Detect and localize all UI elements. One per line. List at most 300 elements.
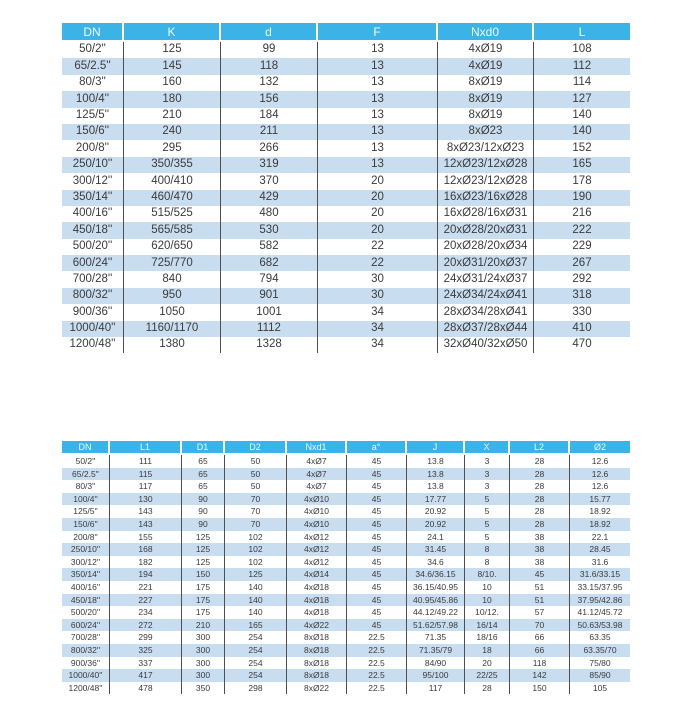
table-cell: 30 (318, 271, 438, 287)
table-row (62, 337, 630, 353)
table-cell: 45 (347, 518, 407, 531)
table-cell: 10/12. (465, 606, 510, 619)
table-row (62, 75, 630, 91)
table-cell: 318 (534, 288, 630, 304)
table-cell: 150/6'' (62, 518, 110, 531)
table-cell: 71.35/79 (407, 644, 465, 657)
table-row (62, 682, 630, 695)
table-row (62, 288, 630, 304)
table-cell: 20 (318, 190, 438, 206)
table-cell: 4xØ19 (438, 42, 534, 58)
table-cell: 117 (407, 682, 465, 695)
flange-spec-table-top (62, 23, 630, 353)
table-cell: 117 (110, 480, 182, 493)
table-cell: 1328 (221, 337, 318, 353)
table-cell: 140 (225, 594, 287, 607)
table-cell: 20.92 (407, 505, 465, 518)
table-cell: 410 (534, 321, 630, 337)
table-cell: 460/470 (124, 190, 221, 206)
table-cell: 28 (510, 468, 570, 481)
table-cell: 450/18'' (62, 594, 110, 607)
column-header: Nxd0 (438, 23, 534, 42)
table-row (62, 321, 630, 337)
table-cell: 50 (225, 468, 287, 481)
table-cell: 330 (572, 305, 592, 318)
table-cell: 143 (110, 505, 182, 518)
table-cell: 4xØ10 (287, 518, 347, 531)
table-cell: 16xØ28/16xØ31 (438, 206, 534, 222)
table-cell: 155 (110, 531, 182, 544)
table-cell: 22.5 (347, 644, 407, 657)
table-cell: 45 (347, 505, 407, 518)
table-cell: 794 (221, 271, 318, 287)
table-cell: 3 (465, 480, 510, 493)
table-cell: 143 (110, 518, 182, 531)
table-cell: 22.5 (347, 657, 407, 670)
table-cell: 600/24'' (62, 619, 110, 632)
table-cell: 156 (221, 91, 318, 107)
table-cell: 80/3'' (62, 75, 124, 91)
table-cell: 1380 (124, 337, 221, 353)
table-cell: 725/770 (124, 255, 221, 271)
table-cell: 13 (318, 91, 438, 107)
column-header: DN (62, 23, 124, 42)
table-cell: 20.92 (407, 518, 465, 531)
table-cell: 1001 (221, 304, 318, 320)
table-cell: 22.1 (591, 531, 609, 542)
table-cell: 292 (572, 272, 592, 285)
table-cell: 12.6 (570, 468, 630, 481)
table-cell: 37.95/42.86 (570, 594, 630, 607)
table-cell: 175 (182, 581, 225, 594)
table-row (62, 455, 630, 468)
table-cell: 298 (225, 682, 287, 695)
table-cell: 20 (318, 173, 438, 189)
table-cell: 8 (465, 543, 510, 556)
table-cell: 470 (572, 338, 592, 351)
flange-spec-table-bottom (62, 441, 630, 694)
table-cell: 478 (110, 682, 182, 695)
table-cell: 150 (182, 568, 225, 581)
table-cell: 24.1 (407, 531, 465, 544)
table-cell: 50.63/53.98 (570, 619, 630, 632)
table-cell: 28.45 (570, 543, 630, 556)
table-cell: 515/525 (124, 206, 221, 222)
table-cell: 65/2.5'' (62, 58, 124, 74)
table-cell: 108 (572, 43, 592, 56)
table-row (62, 531, 630, 544)
table-cell: 31.6/33.15 (570, 568, 630, 581)
table-cell: 8/10. (465, 568, 510, 581)
table-cell: 45 (347, 480, 407, 493)
table-cell: 16/14 (465, 619, 510, 632)
table-cell: 216 (572, 207, 592, 220)
table-row (62, 190, 630, 206)
table-cell: 300 (182, 644, 225, 657)
table-cell: 111 (110, 455, 182, 468)
table-cell: 450/18'' (62, 222, 124, 238)
table-cell: 80/3'' (62, 480, 110, 493)
table-cell: 4xØ7 (287, 480, 347, 493)
table-cell: 620/650 (124, 239, 221, 255)
table-cell: 142 (510, 669, 570, 682)
table-cell: 99 (221, 42, 318, 58)
table-cell: 175 (182, 606, 225, 619)
table-cell: 28 (465, 682, 510, 695)
table-cell: 127 (534, 91, 630, 107)
table-cell: 3 (465, 468, 510, 481)
table-cell: 90 (182, 518, 225, 531)
table-cell: 13 (318, 124, 438, 140)
table-cell: 500/20'' (62, 606, 110, 619)
table-cell: 90 (182, 505, 225, 518)
table-cell: 45 (347, 594, 407, 607)
table-cell: 20 (318, 206, 438, 222)
table-cell: 682 (221, 255, 318, 271)
table-row (62, 222, 630, 238)
table-cell: 102 (225, 556, 287, 569)
table-cell: 300/12'' (62, 173, 124, 189)
table-cell: 63.35 (589, 632, 611, 643)
table-cell: 250/10'' (62, 157, 124, 173)
table-cell: 65 (182, 455, 225, 468)
table-cell: 22.5 (347, 682, 407, 695)
table-cell: 160 (124, 75, 221, 91)
table-cell: 118 (510, 657, 570, 670)
table-cell: 45 (347, 493, 407, 506)
table-cell: 8xØ19 (438, 108, 534, 124)
table-cell: 28 (510, 455, 570, 468)
table-row (62, 518, 630, 531)
table-cell: 295 (124, 140, 221, 156)
column-header: K (124, 23, 221, 42)
table-cell: 32xØ40/32xØ50 (438, 337, 534, 353)
column-header: a° (347, 441, 407, 455)
table-cell: 900/36'' (62, 657, 110, 670)
table-row (62, 173, 630, 189)
table-cell: 15.77 (570, 493, 630, 506)
table-cell: 45 (510, 568, 570, 581)
table-cell: 70 (225, 518, 287, 531)
table-cell: 10 (465, 581, 510, 594)
table-cell: 125 (182, 531, 225, 544)
table-cell: 44.12/49.22 (407, 606, 465, 619)
table-row (62, 239, 630, 255)
table-row (62, 255, 630, 271)
table-cell: 102 (225, 543, 287, 556)
table-cell: 34 (318, 321, 438, 337)
table-cell: 1112 (221, 321, 318, 337)
table-cell: 1000/40'' (62, 669, 110, 682)
table-cell: 8xØ19 (438, 91, 534, 107)
table-cell: 13.8 (407, 468, 465, 481)
table-cell: 57 (510, 606, 570, 619)
table-cell: 582 (221, 239, 318, 255)
column-header: DN (62, 441, 110, 455)
table-cell: 40.95/45.86 (407, 594, 465, 607)
table-cell: 24xØ34/24xØ41 (438, 288, 534, 304)
table-cell: 299 (110, 631, 182, 644)
table-cell: 350/14'' (62, 568, 110, 581)
table-cell: 254 (225, 657, 287, 670)
column-header: F (318, 23, 438, 42)
table-cell: 45 (347, 455, 407, 468)
table-row (62, 468, 630, 481)
header-row (62, 441, 630, 455)
table-cell: 370 (221, 173, 318, 189)
table-cell: 28 (510, 493, 570, 506)
table-cell: 165 (534, 157, 630, 173)
table-cell: 4xØ12 (287, 531, 347, 544)
table-cell: 700/28'' (62, 271, 124, 287)
table-cell: 34 (318, 304, 438, 320)
table-cell: 12xØ23/12xØ28 (438, 157, 534, 173)
table-row (62, 669, 630, 682)
column-header: D2 (225, 441, 287, 455)
table-cell: 28 (510, 518, 570, 531)
table-row (62, 606, 630, 619)
table-cell: 18 (465, 644, 510, 657)
table-cell: 175 (182, 594, 225, 607)
table-cell: 400/410 (124, 173, 221, 189)
table-row (62, 271, 630, 287)
table-cell: 45 (347, 581, 407, 594)
table-cell: 4xØ14 (287, 568, 347, 581)
table-cell: 950 (124, 288, 221, 304)
column-header: X (465, 441, 510, 455)
table-cell: 85/90 (570, 669, 630, 682)
table-cell: 272 (110, 619, 182, 632)
table-cell: 4xØ7 (287, 455, 347, 468)
table-cell: 105 (592, 682, 608, 693)
table-cell: 700/28'' (62, 631, 110, 644)
table-cell: 30 (318, 288, 438, 304)
table-cell: 70 (225, 493, 287, 506)
table-cell: 28xØ37/28xØ44 (438, 321, 534, 337)
table-cell: 350 (182, 682, 225, 695)
table-cell: 125/5'' (62, 108, 124, 124)
table-cell: 31.45 (407, 543, 465, 556)
table-cell: 8xØ18 (287, 644, 347, 657)
table-cell: 65 (182, 480, 225, 493)
table-cell: 8xØ18 (287, 669, 347, 682)
table-row (62, 91, 630, 107)
column-header: D1 (182, 441, 225, 455)
column-header: Ø2 (570, 441, 630, 455)
table-cell: 254 (225, 644, 287, 657)
table-cell: 530 (221, 222, 318, 238)
table-cell: 24xØ31/24xØ37 (438, 271, 534, 287)
table-cell: 234 (110, 606, 182, 619)
table-cell: 20 (318, 222, 438, 238)
table-row (62, 631, 630, 644)
table-row (62, 157, 630, 173)
table-cell: 8xØ18 (287, 631, 347, 644)
table-cell: 45 (347, 543, 407, 556)
table-row (62, 108, 630, 124)
table-cell: 12xØ23/12xØ28 (438, 173, 534, 189)
table-cell: 45 (347, 556, 407, 569)
table-cell: 38 (510, 543, 570, 556)
table-cell: 28 (510, 505, 570, 518)
table-cell: 4xØ18 (287, 581, 347, 594)
header-row (62, 23, 630, 42)
table-row (62, 594, 630, 607)
table-cell: 800/32'' (62, 288, 124, 304)
table-cell: 28xØ34/28xØ41 (438, 304, 534, 320)
table-cell: 4xØ10 (287, 505, 347, 518)
table-cell: 8xØ22 (287, 682, 347, 695)
table-cell: 229 (572, 240, 592, 253)
table-cell: 100/4'' (62, 91, 124, 107)
table-cell: 50 (225, 480, 287, 493)
table-row (62, 124, 630, 140)
table-cell: 254 (225, 669, 287, 682)
table-row (62, 644, 630, 657)
table-cell: 4xØ7 (287, 468, 347, 481)
table-cell: 50/2'' (62, 42, 124, 58)
table-cell: 267 (534, 255, 630, 271)
table-cell: 4xØ18 (287, 606, 347, 619)
table-cell: 178 (572, 174, 592, 187)
table-cell: 51 (510, 594, 570, 607)
table-row (62, 568, 630, 581)
table-cell: 13 (318, 140, 438, 156)
table-cell: 31.6 (591, 556, 609, 567)
table-cell: 13.8 (407, 480, 465, 493)
table-cell: 8 (465, 556, 510, 569)
table-cell: 20xØ28/20xØ34 (438, 239, 534, 255)
table-cell: 210 (182, 619, 225, 632)
table-cell: 112 (534, 58, 630, 74)
table-cell: 1050 (124, 304, 221, 320)
table-row (62, 480, 630, 493)
table-cell: 1000/40'' (62, 321, 124, 337)
table-cell: 125 (225, 568, 287, 581)
table-cell: 22/25 (465, 669, 510, 682)
table-cell: 221 (110, 581, 182, 594)
table-cell: 266 (221, 140, 318, 156)
table-cell: 4xØ18 (287, 594, 347, 607)
table-cell: 66 (510, 631, 570, 644)
table-cell: 22 (318, 239, 438, 255)
table-cell: 41.12/45.72 (577, 607, 623, 618)
table-cell: 5 (465, 531, 510, 544)
table-cell: 400/16'' (62, 206, 124, 222)
table-cell: 1200/48'' (62, 682, 110, 695)
table-cell: 4xØ12 (287, 556, 347, 569)
table-cell: 400/16'' (62, 581, 110, 594)
table-cell: 10 (465, 594, 510, 607)
table-cell: 190 (534, 190, 630, 206)
table-cell: 5 (465, 518, 510, 531)
table-row (62, 58, 630, 74)
table-row (62, 206, 630, 222)
table-cell: 8xØ23 (438, 124, 534, 140)
table-cell: 319 (221, 157, 318, 173)
column-header: d (221, 23, 318, 42)
table-cell: 350/355 (124, 157, 221, 173)
table-cell: 300 (182, 631, 225, 644)
table-cell: 8xØ23/12xØ23 (438, 140, 534, 156)
table-cell: 75/80 (589, 657, 611, 668)
table-cell: 22.5 (347, 631, 407, 644)
table-cell: 51.62/57.98 (407, 619, 465, 632)
table-cell: 900/36'' (62, 304, 124, 320)
column-header: Nxd1 (287, 441, 347, 455)
table-cell: 254 (225, 631, 287, 644)
table-cell: 1200/48'' (62, 337, 124, 353)
table-cell: 18.92 (570, 518, 630, 531)
table-cell: 66 (510, 644, 570, 657)
table-row (62, 556, 630, 569)
table-cell: 33.15/37.95 (577, 581, 623, 592)
table-cell: 36.15/40.95 (407, 581, 465, 594)
column-header: L2 (510, 441, 570, 455)
table-row (62, 619, 630, 632)
table-cell: 150 (510, 682, 570, 695)
table-cell: 565/585 (124, 222, 221, 238)
table-cell: 125 (182, 556, 225, 569)
table-cell: 102 (225, 531, 287, 544)
table-cell: 13 (318, 108, 438, 124)
table-cell: 20 (465, 657, 510, 670)
table-cell: 13 (318, 42, 438, 58)
table-cell: 5 (465, 493, 510, 506)
table-cell: 125 (182, 543, 225, 556)
table-cell: 211 (221, 124, 318, 140)
table-cell: 45 (347, 606, 407, 619)
table-cell: 125 (124, 42, 221, 58)
table-cell: 17.77 (407, 493, 465, 506)
table-row (62, 42, 630, 58)
table-cell: 240 (124, 124, 221, 140)
table-cell: 65/2.5'' (62, 468, 110, 481)
table-cell: 130 (110, 493, 182, 506)
table-cell: 45 (347, 568, 407, 581)
table-cell: 18.92 (589, 506, 611, 517)
column-header: J (407, 441, 465, 455)
table-cell: 22.5 (347, 669, 407, 682)
table-cell: 4xØ12 (287, 543, 347, 556)
table-cell: 480 (221, 206, 318, 222)
table-cell: 4xØ10 (287, 493, 347, 506)
table-row (62, 493, 630, 506)
table-cell: 70 (225, 505, 287, 518)
table-cell: 300/12'' (62, 556, 110, 569)
table-cell: 165 (225, 619, 287, 632)
table-cell: 210 (124, 108, 221, 124)
table-cell: 71.35 (407, 631, 465, 644)
table-cell: 13 (318, 58, 438, 74)
table-cell: 152 (572, 141, 592, 154)
table-cell: 300 (182, 657, 225, 670)
table-cell: 50 (225, 455, 287, 468)
table-cell: 115 (110, 468, 182, 481)
table-cell: 5 (465, 505, 510, 518)
table-cell: 600/24'' (62, 255, 124, 271)
column-header: L1 (110, 441, 182, 455)
table-cell: 20xØ31/20xØ37 (438, 255, 534, 271)
table-cell: 145 (124, 58, 221, 74)
table-cell: 70 (510, 619, 570, 632)
table-cell: 8xØ18 (287, 657, 347, 670)
table-cell: 45 (347, 619, 407, 632)
table-cell: 12.6 (591, 481, 609, 492)
table-cell: 417 (110, 669, 182, 682)
table-cell: 90 (182, 493, 225, 506)
table-cell: 182 (110, 556, 182, 569)
